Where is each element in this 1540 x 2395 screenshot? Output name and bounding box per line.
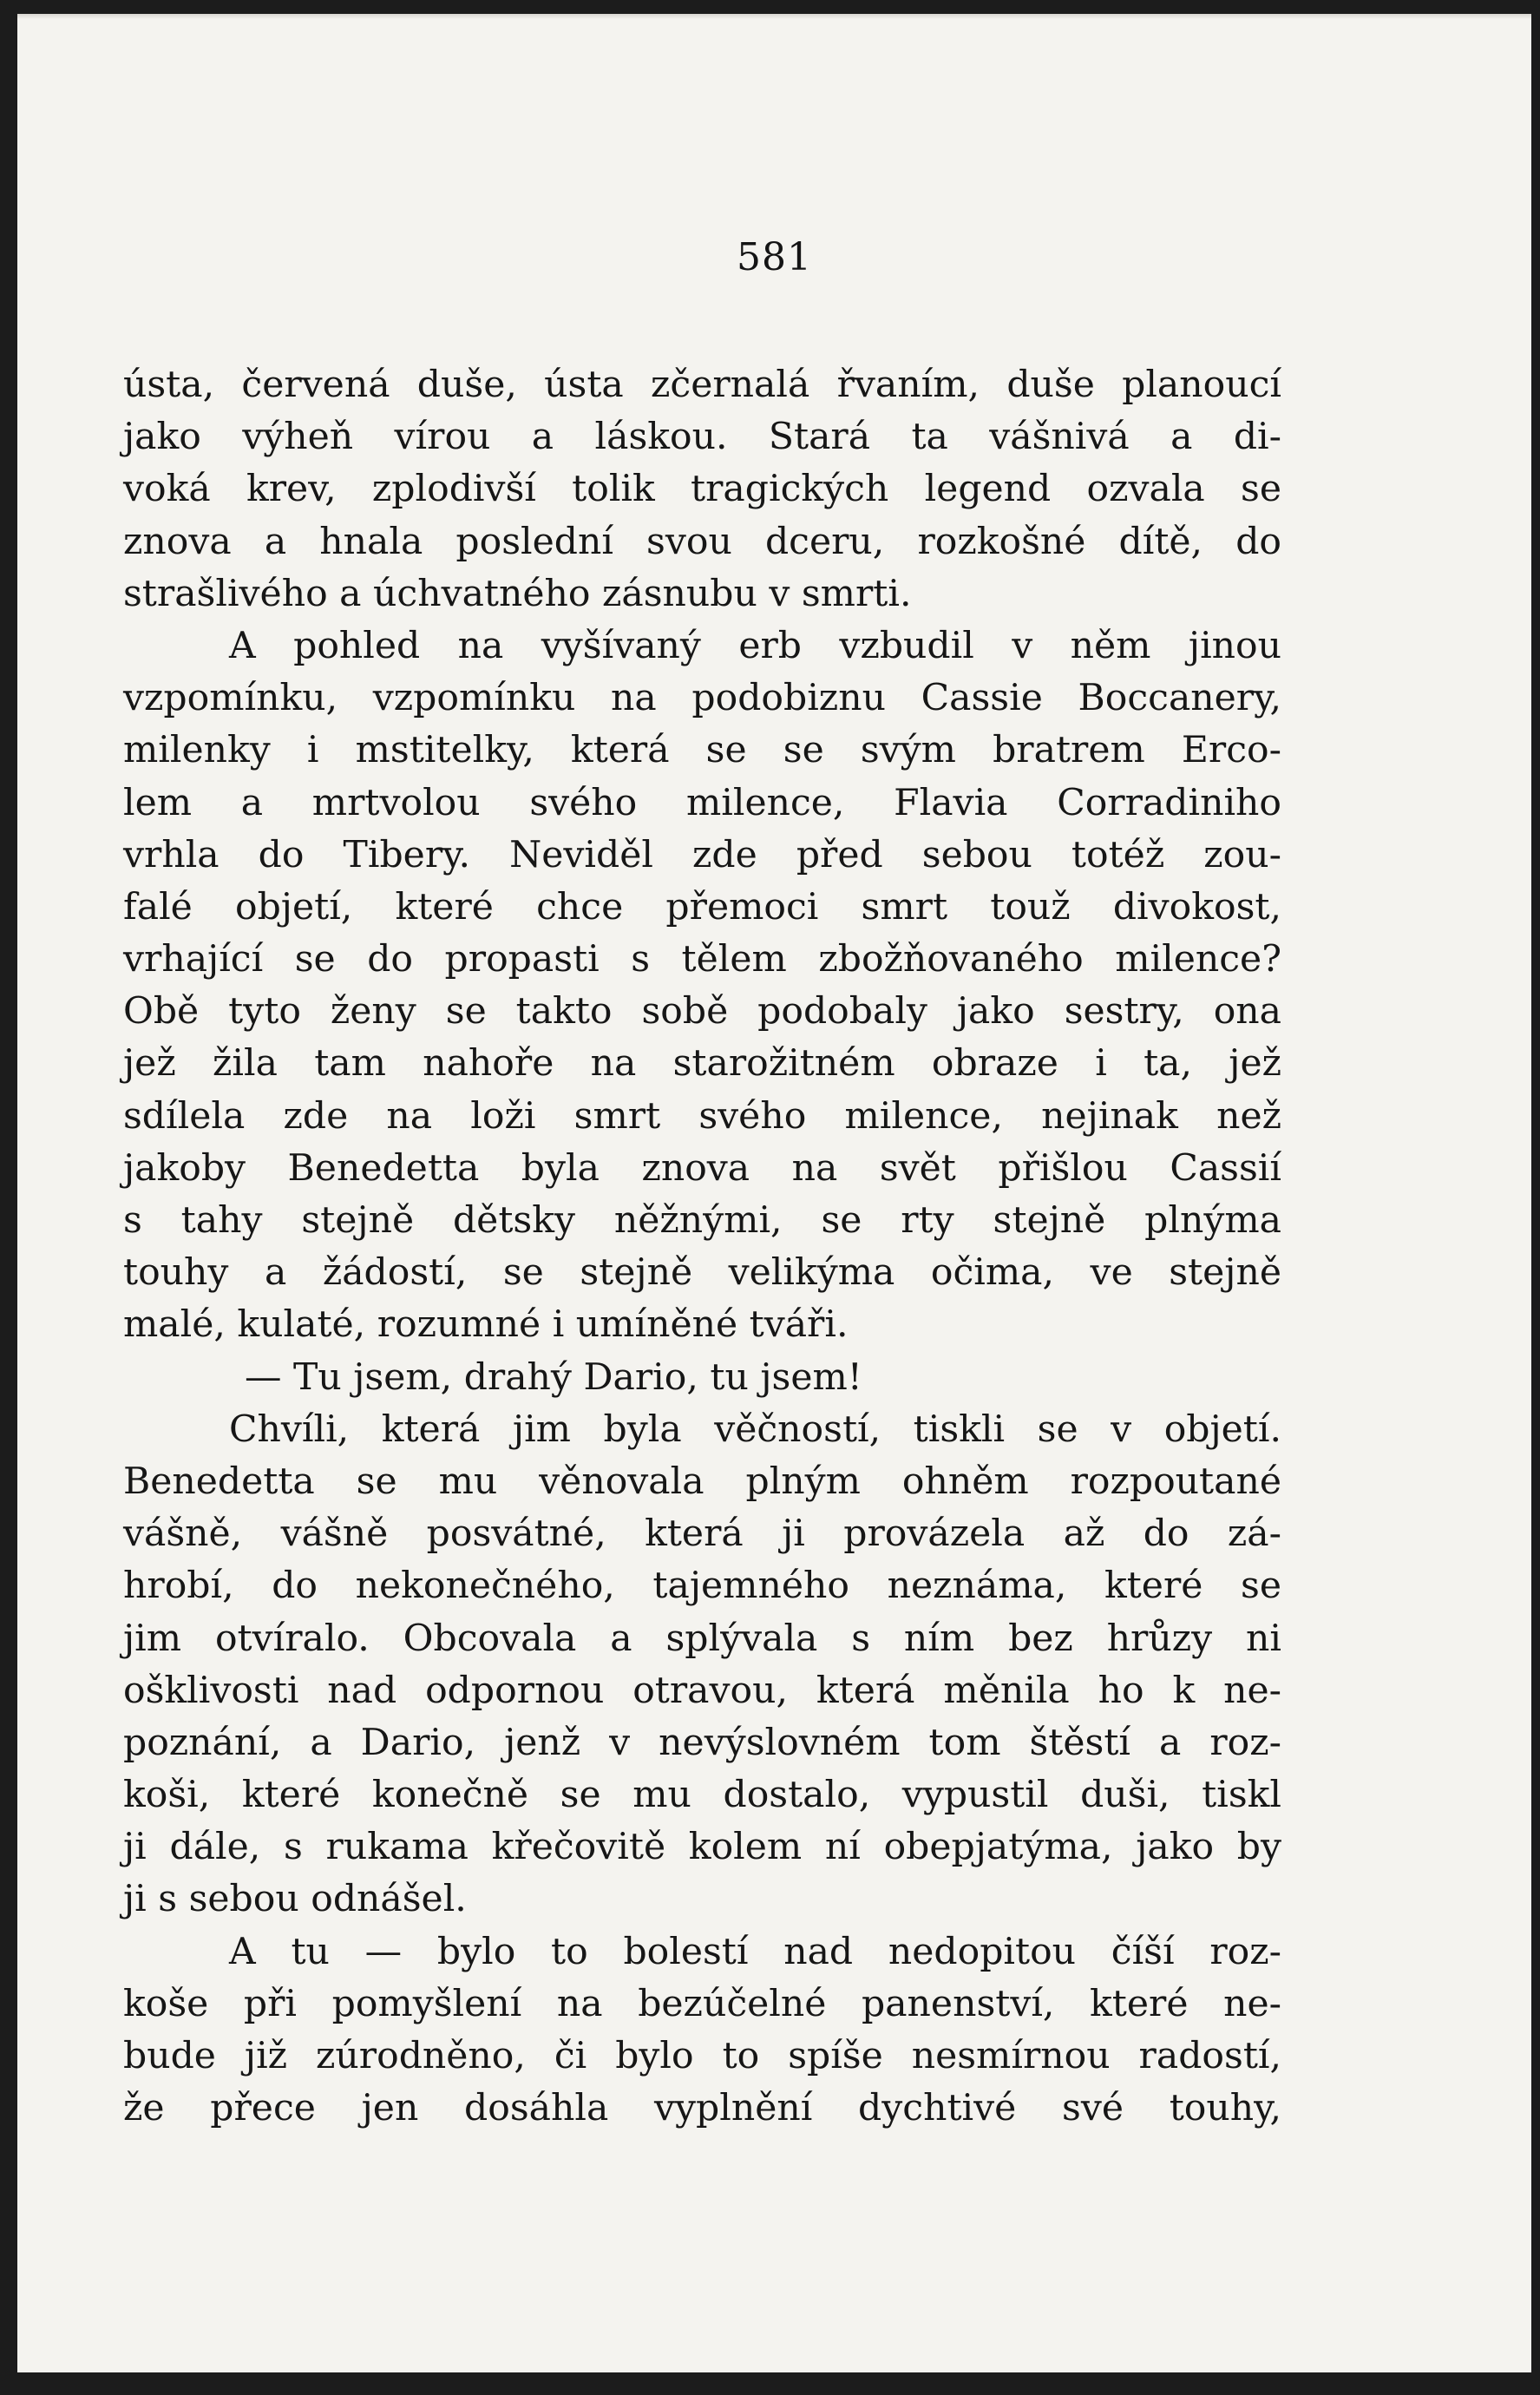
text-line: vrhla do Tibery. Neviděl zde před sebou totéž zou- <box>123 833 1281 876</box>
text-line: bude již zúrodněno, či bylo to spíše nesmírnou radostí, <box>123 2035 1281 2077</box>
paragraph <box>123 1404 1281 1926</box>
text-line: Benedetta se mu věnovala plným ohněm rozpoutané <box>123 1460 1281 1503</box>
text-line: poznání, a Dario, jenž v nevýslovném tom štěstí a roz- <box>123 1721 1281 1764</box>
book-page <box>17 14 1531 2372</box>
text-line: vrhající se do propasti s tělem zbožňovaného milence? <box>123 938 1281 981</box>
paragraph <box>123 359 1281 620</box>
text-line: znova a hnala poslední svou dceru, rozkošné dítě, do <box>123 520 1281 563</box>
text-line: jež žila tam nahoře na starožitném obraze i ta, jež <box>123 1042 1281 1086</box>
text-line: milenky i mstitelky, která se se svým bratrem Erco- <box>123 729 1281 772</box>
text-line: koše při pomyšlení na bezúčelné panenství, které ne- <box>123 1982 1281 2025</box>
page-text <box>123 359 1281 2135</box>
text-line: Chvíli, která jim byla věčností, tiskli se v objetí. <box>229 1407 1281 1451</box>
text-line: hrobí, do nekonečného, tajemného neznáma, které se <box>123 1565 1281 1608</box>
text-line: ústa, červená duše, ústa zčernalá řvaním, duše planoucí <box>123 364 1281 406</box>
text-line: touhy a žádostí, se stejně velikýma očima, ve stejně <box>123 1251 1281 1295</box>
text-line: s tahy stejně dětsky něžnými, se rty stejně plnýma <box>123 1199 1281 1242</box>
text-line: jakoby Benedetta byla znova na svět přišlou Cassií <box>123 1146 1281 1190</box>
text-line: ji dále, s rukama křečovitě kolem ní obepjatýma, jako by <box>123 1826 1281 1869</box>
text-line: ji s sebou odnášel. <box>123 1878 467 1921</box>
text-line: — Tu jsem, drahý Dario, tu jsem! <box>245 1355 862 1399</box>
text-line: sdílela zde na loži smrt svého milence, nejinak než <box>123 1094 1281 1138</box>
paragraph <box>123 1352 1281 1404</box>
text-line: vzpomínku, vzpomínku na podobiznu Cassie Boccanery, <box>123 677 1281 720</box>
text-line: strašlivého a úchvatného zásnubu v smrti. <box>123 572 912 615</box>
text-line: voká krev, zplodivší tolik tragických legend ozvala se <box>123 468 1281 511</box>
scan-edge <box>17 14 1531 19</box>
paragraph <box>123 1926 1281 2136</box>
text-line: malé, kulaté, rozumné i umíněné tváři. <box>123 1303 849 1347</box>
text-line: lem a mrtvolou svého milence, Flavia Corradiniho <box>123 781 1281 824</box>
text-line: jim otvíralo. Obcovala a splývala s ním bez hrůzy ni <box>123 1617 1281 1660</box>
text-line: A tu — bylo to bolestí nad nedopitou číší roz- <box>229 1930 1281 1973</box>
text-line: jako výheň vírou a láskou. Stará ta vášnivá a di- <box>123 416 1281 459</box>
text-line: že přece jen dosáhla vyplnění dychtivé své touhy, <box>123 2087 1281 2130</box>
text-line: vášně, vášně posvátné, která ji provázela až do zá- <box>123 1512 1281 1556</box>
text-line: falé objetí, které chce přemoci smrt touž divokost, <box>123 885 1281 928</box>
text-line: ošklivosti nad odpornou otravou, která měnila ho k ne- <box>123 1669 1281 1712</box>
page-number: 581 <box>737 235 812 279</box>
text-line: Obě tyto ženy se takto sobě podobaly jako sestry, ona <box>123 990 1281 1033</box>
text-line: koši, které konečně se mu dostalo, vypustil duši, tiskl <box>123 1774 1281 1817</box>
text-line: A pohled na vyšívaný erb vzbudil v něm jinou <box>229 624 1281 667</box>
paragraph <box>123 620 1281 1352</box>
